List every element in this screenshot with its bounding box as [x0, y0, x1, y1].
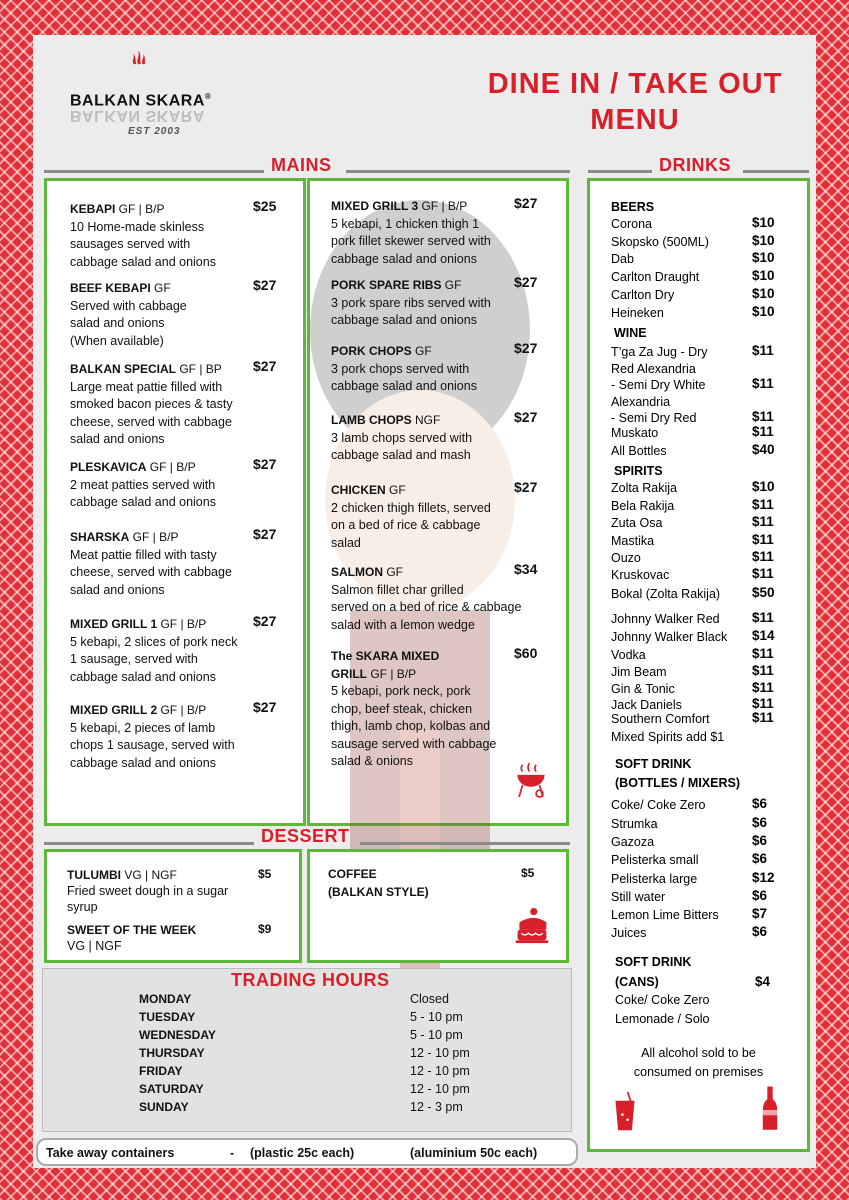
drink-name: Carlton Dry [611, 288, 675, 302]
drink-price: $6 [752, 833, 768, 848]
item-price: $9 [258, 922, 272, 936]
takeaway-footer [36, 1138, 578, 1166]
item-description: VG | NGF [67, 939, 122, 953]
item-heading [70, 529, 232, 547]
item-description: 3 lamb chops served with [331, 430, 473, 445]
coffee-price: $5 [521, 866, 535, 880]
menu-item [331, 198, 491, 268]
item-name: CHICKEN [331, 483, 386, 497]
drink-price: $10 [752, 268, 775, 283]
menu-item [331, 343, 477, 396]
item-description: cabbage salad and onions [331, 379, 477, 393]
menu-item [331, 564, 521, 634]
drink-name: Ouzo [611, 551, 641, 565]
drink-price: $10 [752, 250, 775, 265]
item-name: BEEF KEBAPI [70, 281, 151, 295]
item-description: sausages served with [70, 237, 191, 251]
item-heading [67, 867, 228, 883]
menu-item [70, 361, 233, 449]
can-name: Lemonade / Solo [615, 1012, 710, 1026]
item-description: sausage served with cabbage [331, 736, 497, 751]
item-description: cheese, served with cabbage [70, 414, 232, 429]
hours-day: TUESDAY [139, 1010, 196, 1024]
drink-price: $6 [752, 796, 768, 811]
item-description: Salmon fillet char grilled [331, 582, 464, 597]
item-tags: GF | B/P [129, 530, 179, 544]
brand-name: BALKAN SKARA® [70, 92, 212, 110]
item-name-line2: GRILL [331, 666, 367, 681]
item-price: $27 [253, 358, 277, 374]
item-description: 5 kebapi, 2 pieces of lamb [70, 720, 216, 735]
coffee-item: COFFEE (BALKAN STYLE) [328, 867, 429, 899]
drink-price: $11 [752, 610, 774, 625]
drink-name: Red Alexandria [611, 362, 696, 376]
drink-name: Still water [611, 890, 666, 904]
item-description: salad with a lemon wedge [331, 617, 475, 632]
item-tags: GF | BP [176, 362, 222, 376]
menu-item [331, 277, 491, 330]
item-name: LAMB CHOPS [331, 413, 412, 427]
item-price: $27 [253, 526, 277, 542]
drink-price: $7 [752, 906, 768, 921]
item-description: 5 kebapi, 1 chicken thigh 1 [331, 216, 480, 231]
item-description: cabbage salad and onions [70, 254, 216, 269]
item-name: The SKARA MIXED [331, 649, 440, 663]
drink-name: Coke/ Coke Zero [611, 798, 706, 812]
soft-heading-2: (BOTTLES / MIXERS) [615, 776, 740, 790]
can-name: Coke/ Coke Zero [615, 993, 710, 1007]
menu-item [70, 201, 216, 271]
trading-hours-panel [42, 968, 572, 1132]
item-description: cabbage salad and onions [70, 495, 216, 509]
item-price: $27 [253, 613, 277, 629]
beers-heading: BEERS [611, 200, 655, 214]
item-description: cabbage salad and onions [331, 313, 477, 327]
dessert-item [67, 922, 196, 954]
drink-price: $11 [752, 566, 774, 581]
cans-heading-1: SOFT DRINK [615, 955, 692, 969]
drink-price: $10 [752, 304, 775, 319]
item-name: BALKAN SPECIAL [70, 362, 177, 376]
item-heading [67, 922, 196, 938]
drink-name: Jim Beam [611, 665, 667, 679]
menu-item [70, 616, 237, 686]
item-tags: VG | NGF [121, 868, 177, 882]
dessert-rule-left [44, 842, 254, 845]
drink-price: $11 [752, 532, 774, 547]
item-price: $27 [253, 699, 277, 715]
drink-name: Johnny Walker Black [611, 630, 728, 644]
footer-text-d: (aluminium 50c each) [410, 1146, 538, 1160]
item-name: SWEET OF THE WEEK [67, 923, 197, 937]
footer-text-a: Take away containers [46, 1146, 175, 1160]
drink-name: Zuta Osa [611, 516, 663, 530]
item-description: chops 1 sausage, served with [70, 738, 235, 752]
drink-name: Corona [611, 217, 652, 231]
drink-name: - Semi Dry Red [611, 411, 697, 425]
item-tags: NGF [411, 413, 441, 427]
drink-name: Kruskovac [611, 568, 670, 582]
cans-heading-2: (CANS) [615, 975, 659, 989]
item-price: $25 [253, 198, 277, 214]
hours-time: 12 - 10 pm [410, 1082, 470, 1096]
item-description: 2 meat patties served with [70, 477, 216, 492]
drink-name: Gazoza [611, 835, 655, 849]
drink-price: $6 [752, 851, 768, 866]
item-tags: GF [441, 278, 462, 292]
item-description: Served with cabbage [70, 298, 187, 313]
drink-price: $11 [752, 514, 774, 529]
item-tags: GF [411, 344, 432, 358]
drink-name: Pelisterka large [611, 872, 698, 886]
item-heading [70, 459, 216, 477]
dessert-heading: DESSERT [261, 826, 350, 846]
drink-name: Strumka [611, 817, 658, 831]
item-heading [331, 648, 496, 683]
grill-icon [514, 760, 548, 800]
drink-price: $11 [752, 497, 774, 512]
item-description: salad & onions [331, 754, 414, 768]
flame-logo-icon [130, 40, 190, 90]
drink-name: Pelisterka small [611, 853, 699, 867]
item-description: cabbage salad and onions [70, 755, 216, 770]
item-description: 5 kebapi, pork neck, pork [331, 684, 471, 698]
hours-time: 5 - 10 pm [410, 1010, 463, 1024]
item-price: $34 [514, 561, 538, 577]
drink-price: $11 [752, 343, 774, 358]
menu-title: DINE IN / TAKE OUT MENU [487, 68, 783, 136]
menu-item [331, 412, 472, 465]
item-description: salad and onions [70, 316, 165, 330]
drink-name: Jack Daniels [611, 698, 682, 712]
menu-item [331, 482, 491, 552]
item-description: salad and onions [70, 582, 165, 597]
dessert-rule-right [360, 842, 570, 845]
item-description: Large meat pattie filled with [70, 379, 223, 394]
drink-price: $6 [752, 924, 768, 939]
item-price: $27 [253, 456, 277, 472]
menu-item [70, 280, 187, 350]
item-heading [331, 277, 491, 295]
item-name: PORK SPARE RIBS [331, 278, 442, 292]
drink-price: $11 [752, 663, 774, 678]
drink-price: $10 [752, 479, 775, 494]
item-price: $27 [253, 277, 277, 293]
item-tags: GF [385, 483, 406, 497]
item-tags: GF | B/P [418, 199, 468, 213]
drink-name: Vodka [611, 648, 646, 662]
item-description: 5 kebapi, 2 slices of pork neck [70, 634, 238, 649]
item-description: on a bed of rice & cabbage [331, 518, 481, 532]
hours-day: THURSDAY [139, 1046, 205, 1060]
soft-heading-1: SOFT DRINK [615, 757, 692, 771]
hours-time: 12 - 10 pm [410, 1046, 470, 1060]
item-price: $60 [514, 645, 538, 661]
item-tags: GF | B/P [146, 460, 196, 474]
footer-text-b: - [230, 1146, 235, 1160]
item-description: served on a bed of rice & cabbage [331, 600, 522, 614]
mains-rule-right [346, 170, 570, 173]
hours-time: Closed [410, 992, 449, 1006]
item-tags: GF | B/P [115, 202, 165, 216]
item-description: 1 sausage, served with [70, 652, 198, 666]
menu-item [70, 459, 216, 512]
item-name: SALMON [331, 565, 383, 579]
drink-name: Zolta Rakija [611, 481, 677, 495]
drink-name: Bokal (Zolta Rakija) [611, 587, 721, 601]
item-price: $27 [514, 479, 538, 495]
drink-name: Dab [611, 252, 634, 266]
item-description: 2 chicken thigh fillets, served [331, 500, 491, 515]
item-description: syrup [67, 900, 98, 914]
item-description: smoked bacon pieces & tasty [70, 397, 233, 411]
item-description: chop, beef steak, chicken [331, 701, 473, 716]
hours-day: MONDAY [139, 992, 192, 1006]
drink-price: $11 [752, 680, 774, 695]
item-description: salad [331, 535, 361, 550]
drink-name: Muskato [611, 426, 659, 440]
item-heading [331, 564, 521, 582]
drinks-rule-right [743, 170, 809, 173]
drink-price: $50 [752, 585, 775, 600]
drink-price: $6 [752, 815, 768, 830]
item-name: PLESKAVICA [70, 460, 147, 474]
hours-day: SATURDAY [139, 1082, 204, 1096]
item-description: cabbage salad and onions [70, 669, 216, 684]
drink-price: $11 [752, 549, 774, 564]
drink-name: Juices [611, 926, 647, 940]
alcohol-note: consumed on premises [633, 1065, 764, 1079]
drink-name: T’ga Za Jug - Dry [611, 345, 708, 359]
trading-hours-heading: TRADING HOURS [231, 970, 390, 990]
item-description: 3 pork chops served with [331, 361, 470, 376]
cans-price: $4 [755, 974, 771, 989]
hours-day: WEDNESDAY [139, 1028, 216, 1042]
drink-name: Mastika [611, 534, 655, 548]
menu-item [70, 529, 232, 599]
spirits-heading: SPIRITS [614, 464, 663, 478]
item-tags: GF [383, 565, 403, 579]
drink-name: Johnny Walker Red [611, 612, 720, 626]
drink-name: Mixed Spirits add $1 [611, 730, 725, 744]
wine-heading: WINE [614, 326, 647, 340]
drink-price: $11 [752, 646, 774, 661]
item-price: $27 [514, 340, 538, 356]
drink-name: Alexandria [611, 395, 671, 409]
established-year: EST 2003 [128, 126, 181, 137]
hours-day: SUNDAY [139, 1100, 189, 1114]
item-description: salad and onions [70, 432, 165, 446]
item-price: $27 [514, 274, 538, 290]
item-description: cabbage salad and mash [331, 448, 471, 462]
drink-name: All Bottles [611, 444, 667, 458]
drink-price: $14 [752, 628, 775, 643]
item-tags: GF | B/P [157, 617, 207, 631]
drink-price: $11 [752, 409, 774, 424]
item-heading [331, 343, 477, 361]
drink-name: Carlton Draught [611, 270, 700, 284]
drinks-heading: DRINKS [659, 155, 732, 175]
drink-name: Gin & Tonic [611, 682, 675, 696]
item-name: KEBAPI [70, 202, 116, 216]
item-tags: GF [150, 281, 171, 295]
item-price: $27 [514, 409, 538, 425]
drink-name: Bela Rakija [611, 499, 675, 513]
item-description: 3 pork spare ribs served with [331, 295, 491, 310]
item-tags: GF | B/P [157, 703, 207, 717]
item-description: 10 Home-made skinless [70, 219, 205, 234]
drink-price: $11 [752, 376, 774, 391]
drink-name: Heineken [611, 306, 664, 320]
alcohol-note: All alcohol sold to be [641, 1046, 756, 1060]
dessert-item [67, 867, 228, 915]
drink-price: $11 [752, 710, 774, 725]
item-name: MIXED GRILL 2 [70, 703, 158, 717]
mains-rule-left [44, 170, 264, 173]
item-description: thigh, lamb chop, kolbas and [331, 719, 491, 733]
drink-name: Southern Comfort [611, 712, 710, 726]
item-description: (When available) [70, 333, 164, 348]
item-description: cabbage salad and onions [331, 251, 477, 266]
cocktail-glass-icon [612, 1088, 638, 1136]
hours-time: 12 - 10 pm [410, 1064, 470, 1078]
item-heading [331, 482, 491, 500]
hours-day: FRIDAY [139, 1064, 183, 1078]
drink-name: Lemon Lime Bitters [611, 908, 719, 922]
footer-text-c: (plastic 25c each) [250, 1146, 355, 1160]
item-description: pork fillet skewer served with [331, 234, 491, 248]
drink-price: $10 [752, 233, 775, 248]
hours-time: 12 - 3 pm [410, 1100, 463, 1114]
drink-name: - Semi Dry White [611, 378, 706, 392]
drink-price: $10 [752, 286, 775, 301]
item-price: $27 [514, 195, 538, 211]
item-name: PORK CHOPS [331, 344, 412, 358]
item-heading [331, 198, 491, 216]
soda-bottle-icon [761, 1082, 779, 1136]
drink-price: $10 [752, 215, 775, 230]
item-tags: GF | B/P [367, 666, 417, 681]
drink-price: $11 [752, 696, 774, 711]
drink-price: $6 [752, 888, 768, 903]
mains-heading: MAINS [271, 155, 332, 175]
item-heading [70, 702, 235, 720]
item-description: cheese, served with cabbage [70, 565, 232, 579]
item-heading [70, 280, 187, 298]
item-name: SHARSKA [70, 530, 130, 544]
drink-name: Skopsko (500ML) [611, 235, 709, 249]
drink-price: $11 [752, 424, 774, 439]
item-heading [70, 616, 237, 634]
drink-price: $12 [752, 870, 775, 885]
item-name: TULUMBI [67, 868, 121, 882]
menu-item [331, 648, 496, 771]
cake-icon [514, 905, 550, 947]
item-heading [331, 412, 472, 430]
item-name: MIXED GRILL 1 [70, 617, 158, 631]
hours-time: 5 - 10 pm [410, 1028, 463, 1042]
item-price: $5 [258, 867, 272, 881]
menu-item [70, 702, 235, 772]
item-description: Fried sweet dough in a sugar [67, 884, 229, 898]
item-name: MIXED GRILL 3 [331, 199, 419, 213]
item-heading [70, 361, 233, 379]
item-heading [70, 201, 216, 219]
drinks-rule-left [588, 170, 652, 173]
item-description: Meat pattie filled with tasty [70, 547, 217, 562]
brand-reflection: BALKAN SKARA [70, 107, 205, 124]
drink-price: $40 [752, 442, 775, 457]
